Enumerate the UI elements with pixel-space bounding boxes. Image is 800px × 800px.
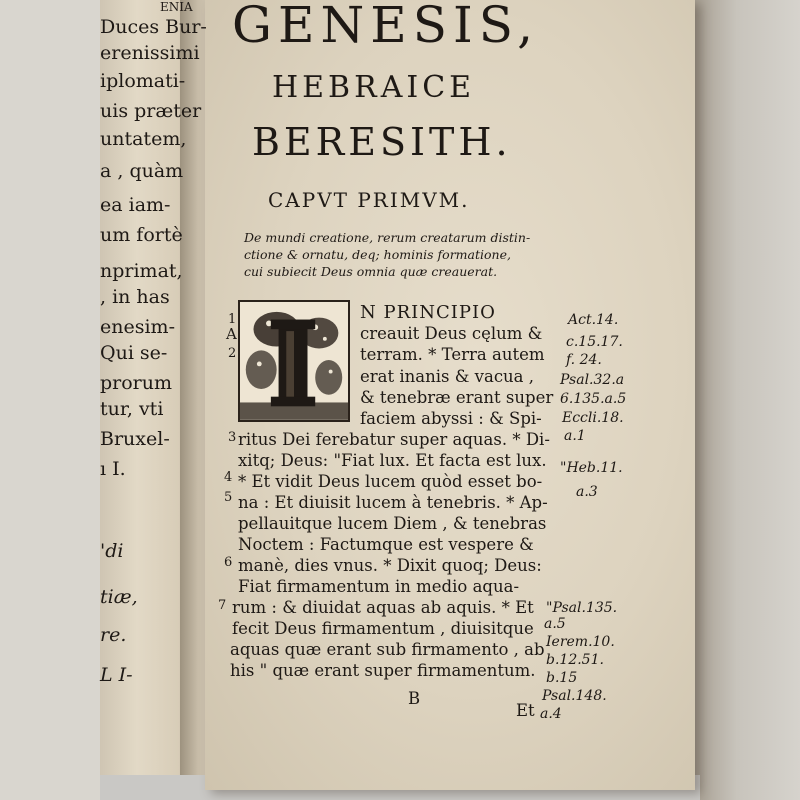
- text-line: aquas quæ erant sub firmamento , ab: [230, 640, 545, 659]
- margin-note: Psal.148.: [542, 688, 607, 704]
- margin-note: a.1: [564, 428, 586, 444]
- text-line: Noctem : Factumque est vespere &: [238, 535, 534, 554]
- left-page-line: enesim-: [100, 316, 175, 338]
- margin-note: a.3: [576, 484, 598, 500]
- margin-note: a.5: [544, 616, 566, 632]
- text-line: erat inanis & vacua ,: [360, 367, 535, 386]
- left-page-line: prorum: [100, 372, 173, 394]
- text-line: xitq; Deus: "Fiat lux. Et facta est lux.: [238, 451, 547, 470]
- chapter-heading: CAPVT PRIMVM.: [268, 188, 470, 212]
- left-page-line: , in has: [100, 286, 170, 308]
- left-page-line: a , quàm: [100, 160, 184, 182]
- text-line: pellauitque lucem Diem , & tenebras: [238, 514, 547, 533]
- left-page-line: nprimat,: [100, 260, 183, 282]
- chapter-summary: [244, 229, 564, 280]
- left-page-line: Bruxel-: [100, 428, 170, 450]
- left-page-line: um fortè: [100, 224, 183, 246]
- catchword: Et: [516, 701, 535, 720]
- text-line: Fiat firmamentum in medio aqua-: [238, 577, 520, 596]
- verse-number: 4: [224, 470, 233, 485]
- left-page-line: ENIA: [160, 0, 193, 14]
- ornament-illustration: [240, 302, 348, 420]
- margin-note: "Heb.11.: [560, 460, 623, 476]
- margin-note: b.12.51.: [546, 652, 604, 668]
- margin-note: "Psal.135.: [546, 600, 618, 616]
- signature-mark: B: [408, 689, 421, 708]
- text-line: na : Et diuisit lucem à tenebris. * Ap-: [238, 493, 548, 512]
- summary-line: ctione & ornatu, deq; hominis formatione,: [244, 247, 511, 262]
- section-letter: A: [226, 325, 237, 343]
- verse-number: 6: [224, 555, 233, 570]
- book-title: GENESIS,: [232, 0, 540, 54]
- book-subtitle: HEBRAICE: [272, 70, 476, 105]
- margin-note: Ierem.10.: [546, 634, 615, 650]
- verse-number: 1: [228, 312, 237, 327]
- summary-line: De mundi creatione, rerum creatarum distin-: [244, 230, 531, 245]
- left-page-line: untatem,: [100, 128, 187, 150]
- summary-line: cui subiecit Deus omnia quæ creauerat.: [244, 264, 498, 279]
- margin-note: Psal.32.a: [560, 372, 625, 388]
- text-line: manè, dies vnus. * Dixit quoq; Deus:: [238, 556, 542, 575]
- text-line: ritus Dei ferebatur super aquas. * Di-: [238, 430, 550, 449]
- left-page-line: Duces Bur-: [100, 16, 207, 38]
- margin-note: b.15: [546, 670, 578, 686]
- margin-note: f. 24.: [566, 352, 602, 368]
- verse-number: 5: [224, 490, 233, 505]
- text-line: his " quæ erant super firmamentum.: [230, 661, 536, 680]
- text-line: creauit Deus cęlum &: [360, 324, 543, 343]
- left-page-line: tur, vti: [100, 398, 164, 420]
- left-page-line: ea iam-: [100, 194, 171, 216]
- margin-note: Eccli.18.: [562, 410, 624, 426]
- text-line: faciem abyssi : & Spi-: [360, 409, 542, 428]
- text-line: & tenebræ erant super: [360, 388, 554, 407]
- left-page-line: tiæ,: [100, 586, 138, 608]
- left-page-line: re.: [100, 624, 127, 646]
- left-page-line: iplomati-: [100, 70, 186, 92]
- left-page-line: erenissimi: [100, 42, 200, 64]
- margin-note: a.4: [540, 706, 562, 722]
- left-page-line: Qui se-: [100, 342, 168, 364]
- left-page-line: L I-: [100, 664, 133, 686]
- text-line: * Et vidit Deus lucem quòd esset bo-: [238, 472, 543, 491]
- verse-number: 3: [228, 430, 237, 445]
- background-surface: [695, 0, 800, 800]
- verse-number: 7: [218, 598, 227, 613]
- hebrew-title: BERESITH.: [252, 120, 512, 164]
- text-line: terram. * Terra autem: [360, 345, 545, 364]
- verse-number: 2: [228, 346, 237, 361]
- margin-note: 6.135.a.5: [560, 391, 627, 407]
- text-line: N PRINCIPIO: [360, 302, 496, 323]
- left-page-line: ı I.: [100, 458, 126, 480]
- left-page-line: 'di: [100, 540, 124, 562]
- decorated-initial-i: [238, 300, 350, 422]
- margin-note: c.15.17.: [566, 334, 623, 350]
- text-line: fecit Deus firmamentum , diuisitque: [232, 619, 534, 638]
- text-line: rum : & diuidat aquas ab aquis. * Et: [232, 598, 534, 617]
- margin-note: Act.14.: [568, 312, 619, 328]
- left-page-line: uis præter: [100, 100, 202, 122]
